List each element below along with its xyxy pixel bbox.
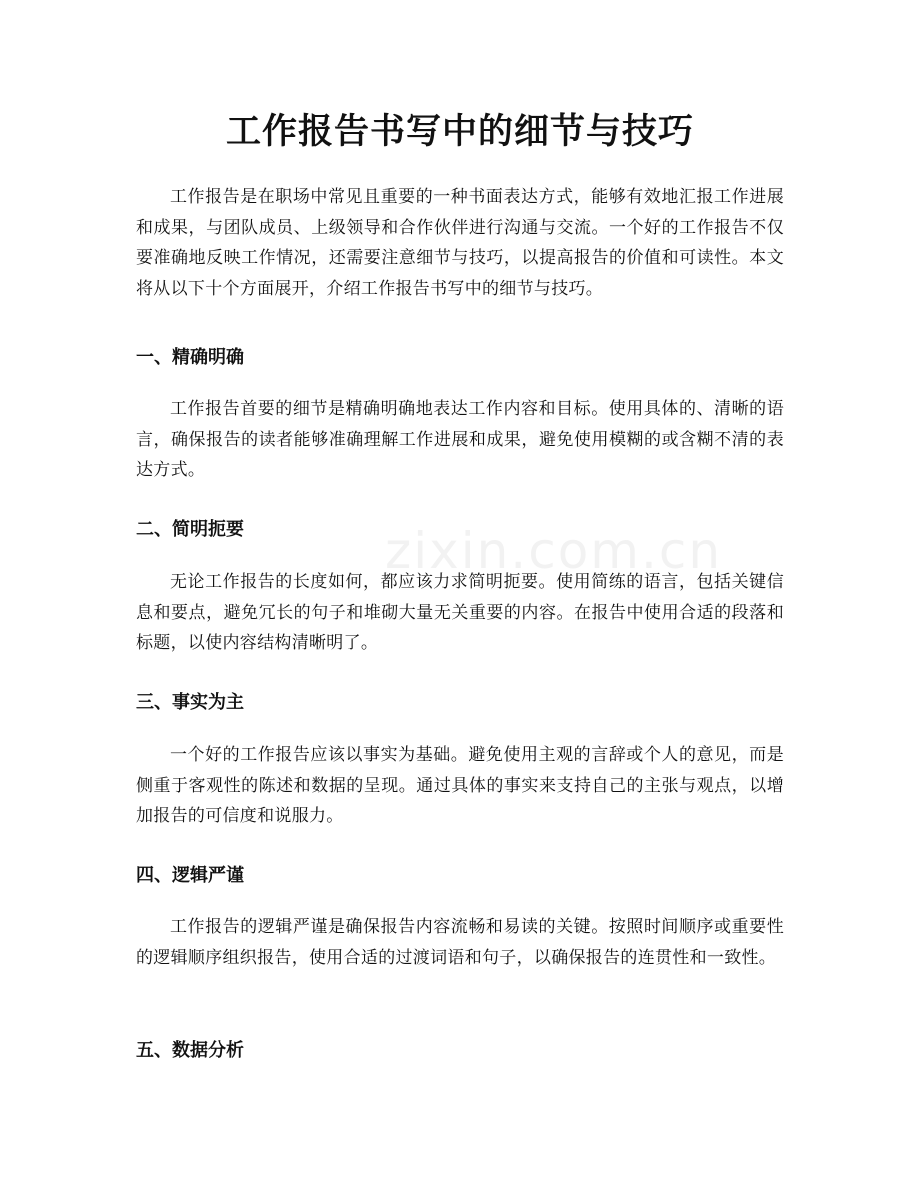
watermark: zixin.com.cn — [385, 522, 723, 580]
document-title: 工作报告书写中的细节与技巧 — [225, 112, 694, 152]
intro-paragraph: 工作报告是在职场中常见且重要的一种书面表达方式，能够有效地汇报工作进展和成果，与团队成员、上级领导和合作伙伴进行沟通与交流。一个好的工作报告不仅要准确地反映工作情况，还需要注意细节与技巧，以提高报告的价值和可读性。本文将从以下十个方面展开，介绍工作报告书写中的细节与技巧。 — [136, 187, 784, 299]
section-body-3: 一个好的工作报告应该以事实为基础。避免使用主观的言辞或个人的意见，而是侧重于客观性的陈述和数据的呈现。通过具体的事实来支持自己的主张与观点，以增加报告的可信度和说服力。 — [136, 745, 784, 826]
section-heading-2: 二、简明扼要 — [136, 519, 244, 540]
section-heading-4: 四、逻辑严谨 — [136, 865, 244, 886]
section-body-1: 工作报告首要的细节是精确明确地表达工作内容和目标。使用具体的、清晰的语言，确保报告的读者能够准确理解工作进展和成果，避免使用模糊的或含糊不清的表达方式。 — [136, 399, 784, 480]
section-body-4: 工作报告的逻辑严谨是确保报告内容流畅和易读的关键。按照时间顺序或重要性的逻辑顺序组织报告，使用合适的过渡词语和句子，以确保报告的连贯性和一致性。 — [136, 917, 784, 968]
section-heading-5: 五、数据分析 — [136, 1040, 244, 1061]
section-heading-3: 三、事实为主 — [136, 692, 244, 713]
section-body-2: 无论工作报告的长度如何，都应该力求简明扼要。使用简练的语言，包括关键信息和要点，避免冗长的句子和堆砌大量无关重要的内容。在报告中使用合适的段落和标题，以使内容结构清晰明了。 — [136, 572, 784, 653]
section-heading-1: 一、精确明确 — [136, 347, 244, 368]
